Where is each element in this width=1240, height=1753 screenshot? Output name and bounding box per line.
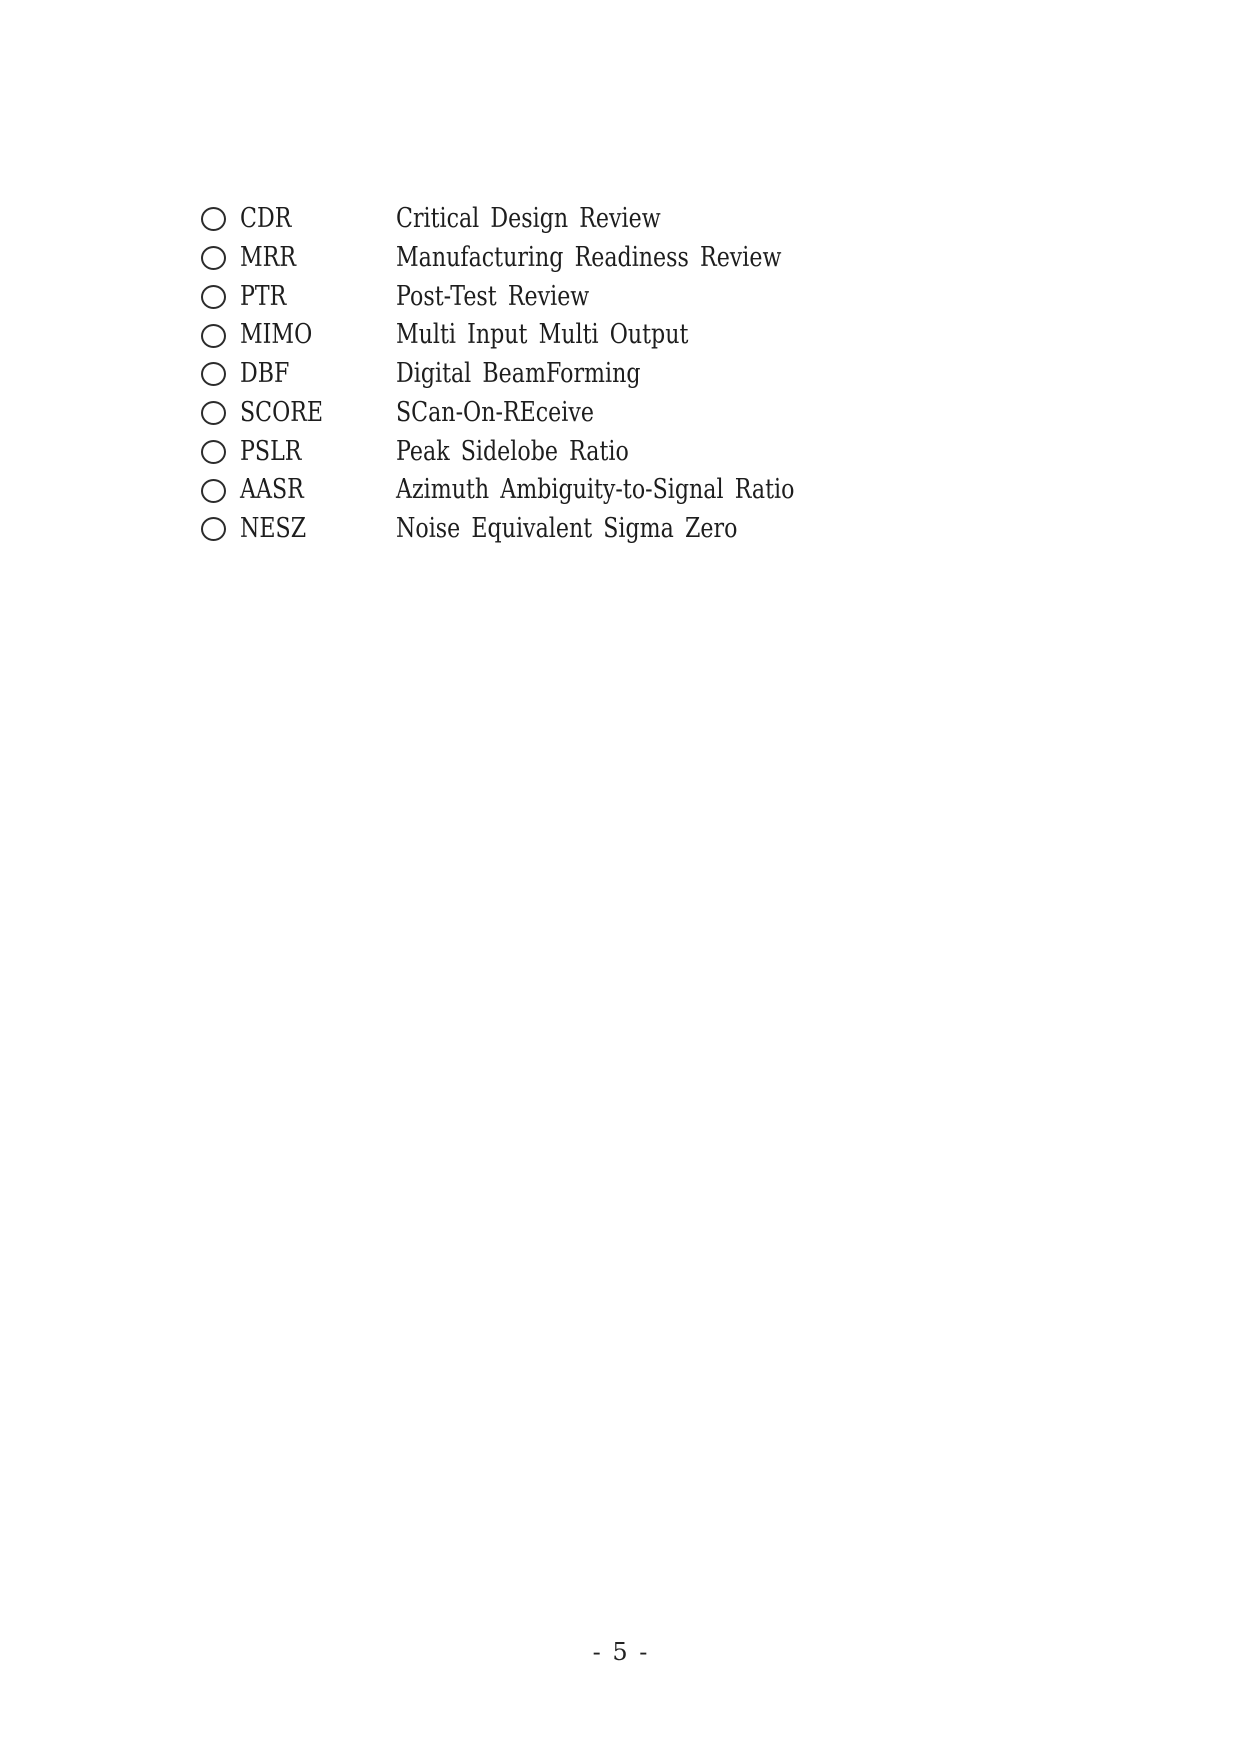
circle-bullet-icon: [201, 401, 226, 425]
acronym-abbr: MIMO: [240, 319, 313, 351]
circle-bullet-icon: [201, 479, 226, 503]
page-footer: [0, 1639, 1240, 1665]
acronym-row: [201, 200, 882, 239]
acronym-definition: Noise Equivalent Sigma Zero: [396, 513, 738, 544]
acronym-abbr: DBF: [240, 358, 290, 389]
acronym-row: [201, 355, 882, 394]
acronym-definition: Manufacturing Readiness Review: [396, 241, 782, 273]
circle-bullet-icon: [201, 207, 226, 231]
acronym-definition: Post-Test Review: [396, 280, 590, 312]
acronym-row: [201, 433, 882, 472]
acronym-list: [201, 200, 882, 549]
acronym-abbr: PSLR: [240, 435, 302, 467]
acronym-abbr: PTR: [240, 280, 287, 312]
circle-bullet-icon: [201, 324, 226, 348]
acronym-row: [201, 471, 882, 510]
acronym-row: [201, 394, 882, 433]
circle-bullet-icon: [201, 285, 226, 309]
acronym-definition: Critical Design Review: [396, 203, 661, 234]
circle-bullet-icon: [201, 246, 226, 270]
acronym-row: [201, 239, 882, 278]
acronym-row: [201, 278, 882, 317]
acronym-row: [201, 316, 882, 355]
acronym-row: [201, 510, 882, 549]
acronym-abbr: CDR: [240, 203, 292, 234]
circle-bullet-icon: [201, 440, 226, 464]
page-number: - 5 -: [592, 1638, 648, 1666]
circle-bullet-icon: [201, 362, 226, 386]
acronym-abbr: NESZ: [240, 513, 307, 544]
circle-bullet-icon: [201, 517, 226, 541]
acronym-definition: Peak Sidelobe Ratio: [396, 435, 629, 467]
acronym-abbr: AASR: [240, 474, 304, 506]
acronym-abbr: SCORE: [240, 396, 324, 428]
acronym-definition: Multi Input Multi Output: [396, 319, 689, 351]
acronym-abbr: MRR: [240, 241, 297, 273]
acronym-definition: SCan-On-REceive: [396, 396, 594, 428]
acronym-definition: Digital BeamForming: [396, 358, 641, 389]
acronym-definition: Azimuth Ambiguity-to-Signal Ratio: [396, 474, 795, 506]
